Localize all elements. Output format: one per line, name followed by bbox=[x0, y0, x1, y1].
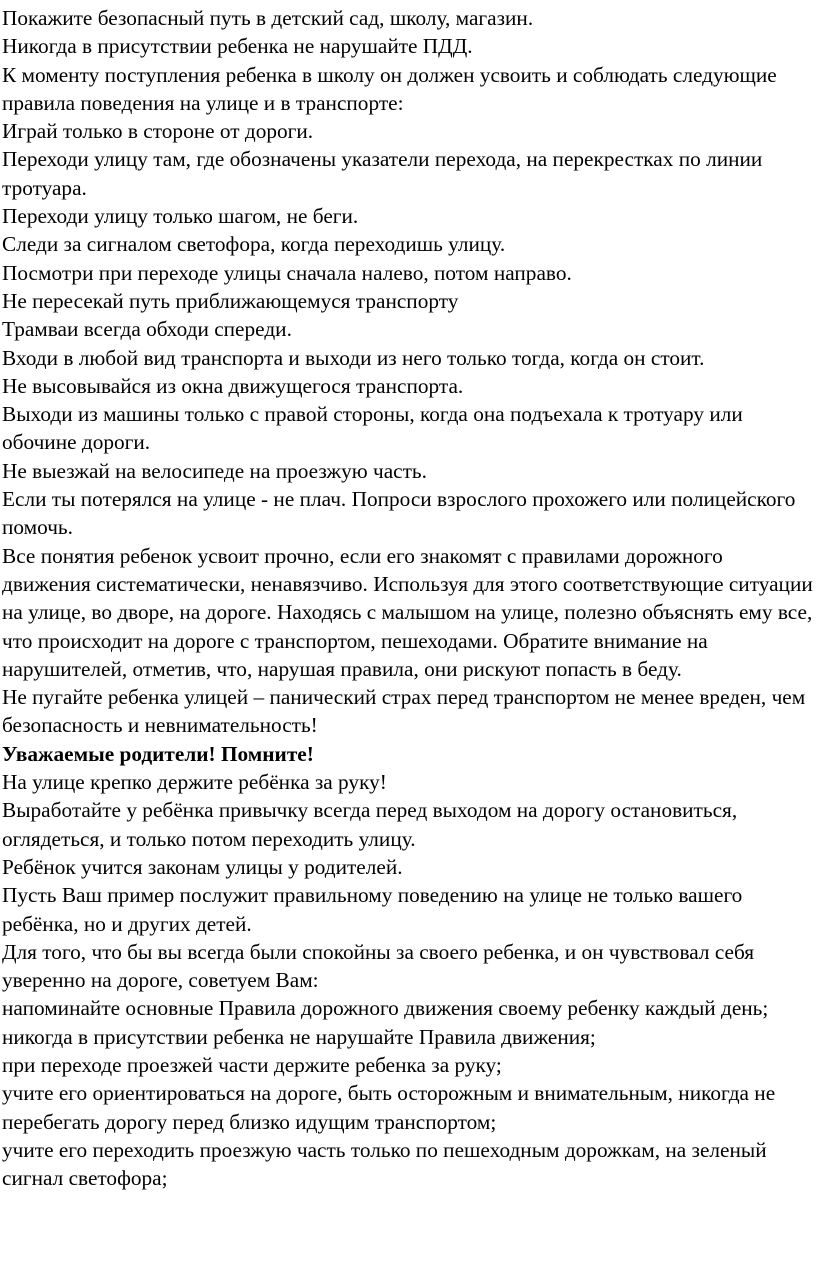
paragraph: Переходи улицу только шагом, не беги. bbox=[2, 204, 359, 229]
paragraph: Выходи из машины только с правой стороны, когда она подъехала к тротуару или обочине дороги. bbox=[2, 402, 743, 455]
paragraph: Следи за сигналом светофора, когда переходишь улицу. bbox=[2, 232, 506, 257]
paragraph: К моменту поступления ребенка в школу он должен усвоить и соблюдать следующие правила поведения на улице и в транспорте: bbox=[2, 62, 777, 115]
paragraph: Не высовывайся из окна движущегося транспорта. bbox=[2, 373, 464, 398]
paragraph: Посмотри при переходе улицы сначала налево, потом направо. bbox=[2, 260, 572, 285]
paragraph: Входи в любой вид транспорта и выходи из него только тогда, когда он стоит. bbox=[2, 345, 705, 370]
paragraph: Играй только в стороне от дороги. bbox=[2, 119, 314, 144]
paragraph: На улице крепко держите ребёнка за руку! bbox=[2, 770, 387, 795]
paragraph: учите его переходить проезжую часть только по пешеходным дорожкам, на зеленый сигнал светофора; bbox=[2, 1137, 767, 1191]
paragraph: никогда в присутствии ребенка не нарушайте Правила движения; bbox=[2, 1024, 596, 1049]
paragraph: Не выезжай на велосипеде на проезжую часть. bbox=[2, 458, 427, 483]
paragraph: Выработайте у ребёнка привычку всегда перед выходом на дорогу остановиться, оглядеться, и только потом переходить улицу. bbox=[2, 798, 738, 851]
paragraph: Не пересекай путь приближающемуся транспорту bbox=[2, 288, 459, 313]
paragraph: Покажите безопасный путь в детский сад, школу, магазин. bbox=[2, 6, 534, 30]
paragraph: напоминайте основные Правила дорожного движения своему ребенку каждый день; bbox=[2, 996, 769, 1021]
paragraph: Пусть Ваш пример послужит правильному поведению на улице не только вашего ребёнка, но и других детей. bbox=[2, 883, 743, 936]
paragraph: Переходи улицу там, где обозначены указатели перехода, на перекрестках по линии тротуара. bbox=[2, 147, 763, 200]
section-heading: Уважаемые родители! Помните! bbox=[2, 741, 314, 766]
paragraph: Трамваи всегда обходи спереди. bbox=[2, 317, 292, 342]
paragraph: Для того, что бы вы всегда были спокойны за своего ребенка, и он чувствовал себя уверенно на дороге, советуем Вам: bbox=[2, 939, 755, 993]
paragraph: Все понятия ребенок усвоит прочно, если его знакомят с правилами дорожного движения систематически, ненавязчиво. Используя для этого соответствующие ситуации на улице, во дворе, на дороге. Находясь с малышом на улице, полезно объяснять ему все, что происходит на дороге с транспортом, пешеходами. Обратите внимание на нарушителей, отметив, что, нарушая правила, они рискуют попасть в беду. bbox=[2, 543, 813, 681]
paragraph: Никогда в присутствии ребенка не нарушайте ПДД. bbox=[2, 34, 473, 59]
paragraph: при переходе проезжей части держите ребенка за руку; bbox=[2, 1052, 502, 1077]
paragraph: Если ты потерялся на улице - не плач. Попроси взрослого прохожего или полицейского помочь. bbox=[2, 487, 796, 540]
paragraph: Ребёнок учится законам улицы у родителей. bbox=[2, 854, 403, 879]
paragraph: учите его ориентироваться на дороге, быть осторожным и внимательным, никогда не перебегать дорогу перед близко идущим транспортом; bbox=[2, 1081, 776, 1134]
paragraph: Не пугайте ребенка улицей – панический страх перед транспортом не менее вреден, чем безопасность и невнимательность! bbox=[2, 685, 806, 738]
